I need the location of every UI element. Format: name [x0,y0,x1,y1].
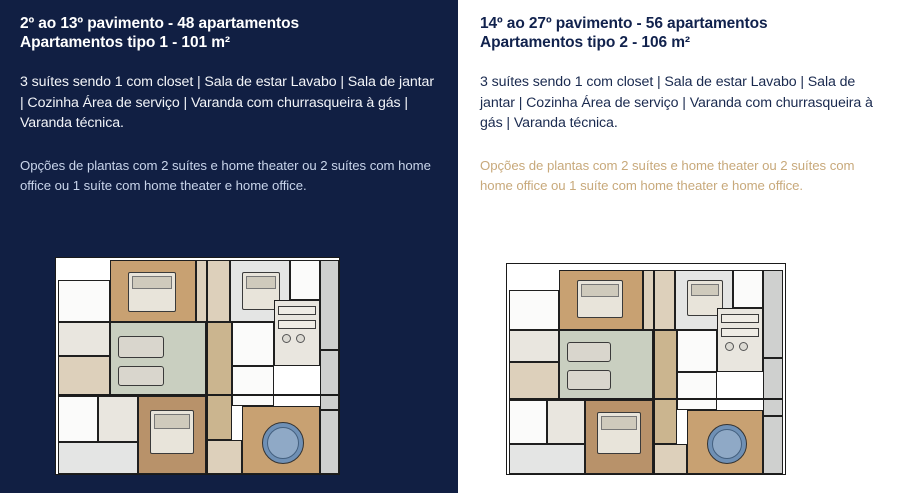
right-description: 3 suítes sendo 1 com closet | Sala de estar Lavabo | Sala de jantar | Cozinha Área de serviço | Varanda com churrasqueira à gás | Varanda técnica. [480,74,873,131]
floor-plan-drawing [506,263,786,475]
floor-plan-tipo-1 [55,257,340,475]
left-description: 3 suítes sendo 1 com closet | Sala de estar Lavabo | Sala de jantar | Cozinha Área de serviço | Varanda com churrasqueira à gás | Varanda técnica. [20,74,434,131]
right-options: Opções de plantas com 2 suítes e home theater ou 2 suítes com home office ou 1 suíte com home theater e home office. [480,157,855,193]
left-title-line1: 2º ao 13º pavimento - 48 apartamentos [20,15,299,32]
panel-tipo-2 [458,0,905,493]
floor-plan-tipo-2 [506,263,786,475]
right-title-line1: 14º ao 27º pavimento - 56 apartamentos [480,15,768,32]
left-title-line2: Apartamentos tipo 1 - 101 m² [20,34,230,51]
left-options: Opções de plantas com 2 suítes e home theater ou 2 suítes com home office ou 1 suíte com home theater e home office. [20,157,431,193]
floor-plan-drawing [55,257,340,475]
right-title-line2: Apartamentos tipo 2 - 106 m² [480,34,690,51]
